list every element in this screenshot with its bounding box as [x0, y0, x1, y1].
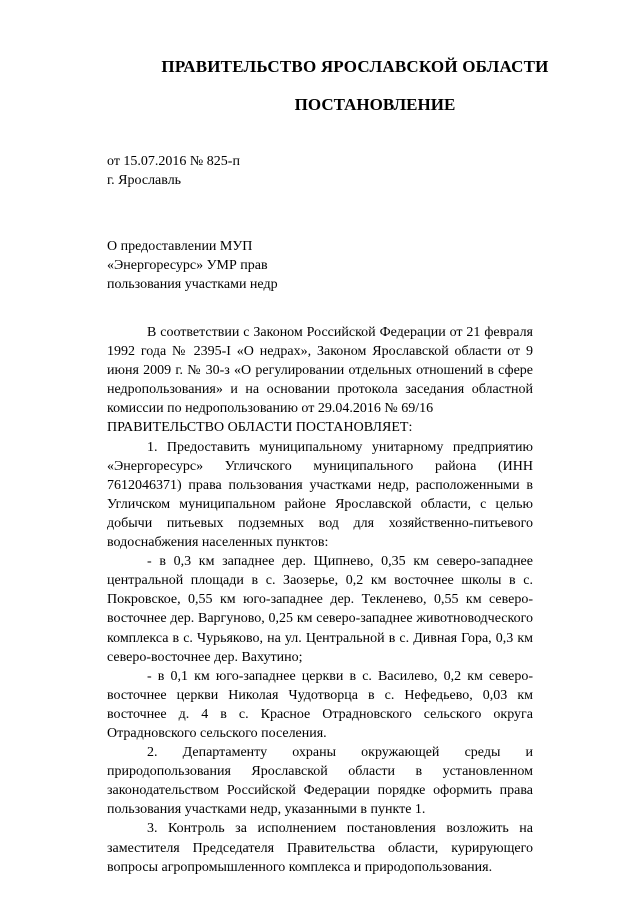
government-title: ПРАВИТЕЛЬСТВО ЯРОСЛАВСКОЙ ОБЛАСТИ [161, 57, 549, 76]
subject-line: О предоставлении МУП [107, 239, 253, 254]
item-1-bullet-1: - в 0,3 км западнее дер. Щипнево, 0,35 км северо-западнее центральной площади в с. Заозерье, 0,2 км восточнее школы в с. Покровское, 0,55 км юго-западнее дер. Текленево, 0,55 км северо-восточнее дер. Варгуново, 0,25 км северо-западнее животноводческого комплекса в с. Чурьяково, на ул. Центральной в с. Дивная Гора, 0,3 км северо-восточнее дер. Вахутино; [107, 554, 533, 665]
preamble-paragraph: В соответствии с Законом Российской Федерации от 21 февраля 1992 года № 2395-I «О недрах», Законом Ярославской области от 9 июня 2009 г. № 30-з «О регулировании отдельных отношений в сфере недропользования» и на основании протокола заседания областной комиссии по недропользованию от 29.04.2016 № 69/16 [107, 325, 533, 417]
subject-line: «Энергоресурс» УМР прав [107, 258, 268, 273]
document-meta [107, 152, 240, 190]
city: г. Ярославль [107, 173, 182, 188]
document-type-title: ПОСТАНОВЛЕНИЕ [294, 95, 456, 114]
item-1-bullet-2: - в 0,1 км юго-западнее церкви в с. Василево, 0,2 км северо-восточнее церкви Николая Чудотворца в с. Нефедьево, 0,03 км восточнее д. 4 в с. Красное Отрадновского сельского округа Отрадновского сельского поселения. [107, 668, 533, 741]
document-body [107, 323, 533, 877]
document-subject [107, 237, 278, 294]
item-2-paragraph: 2. Департаменту охраны окружающей среды и природопользования Ярославской области в установленном законодательством Российской Федерации порядке оформить права пользования участками недр, указанными в пункте 1. [107, 745, 533, 818]
resolves-heading: ПРАВИТЕЛЬСТВО ОБЛАСТИ ПОСТАНОВЛЯЕТ: [107, 420, 413, 436]
item-1-paragraph: 1. Предоставить муниципальному унитарному предприятию «Энергоресурс» Угличского муниципального района (ИНН 7612046371) права пользования участками недр, расположенными в Угличском муниципальном районе Ярославской области, с целью добычи питьевых подземных вод для хозяйственно-питьевого водоснабжения населенных пунктов: [107, 439, 533, 551]
date-number: от 15.07.2016 № 825-п [107, 154, 240, 169]
subject-line: пользования участками недр [107, 277, 278, 292]
item-3-paragraph: 3. Контроль за исполнением постановления возложить на заместителя Председателя Правительства области, курирующего вопросы агропромышленного комплекса и природопользования. [107, 821, 533, 875]
